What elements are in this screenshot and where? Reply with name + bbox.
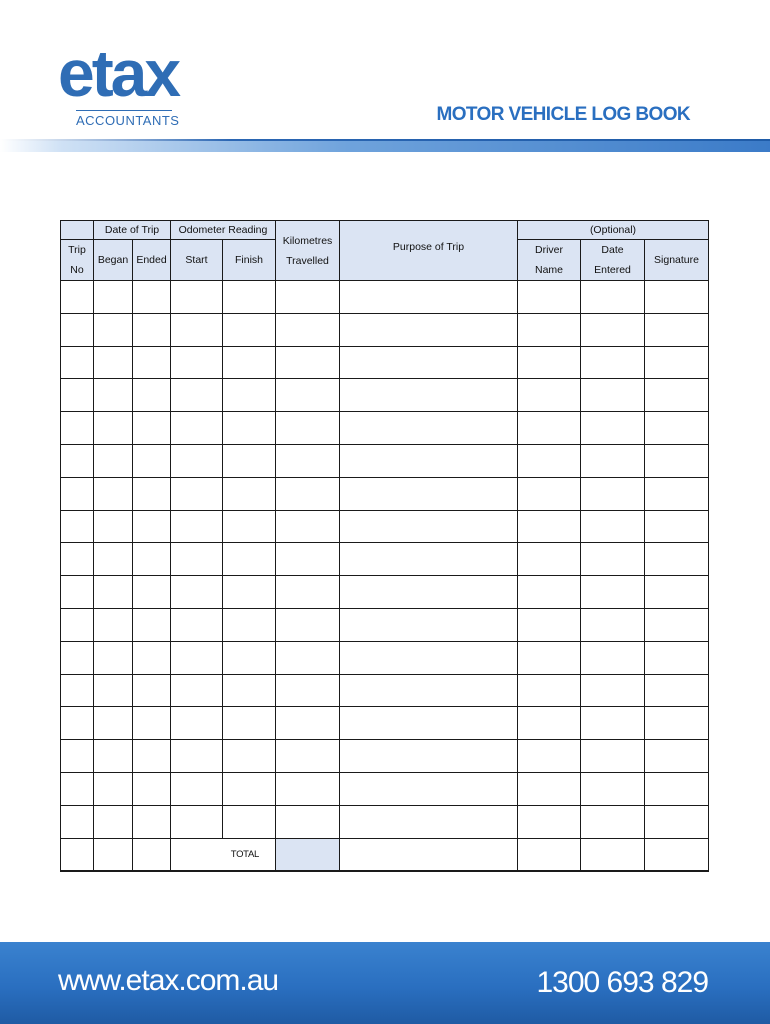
cell-kilometres[interactable] — [276, 379, 340, 412]
header-date-line1: Date — [601, 244, 624, 256]
cell-finish[interactable] — [223, 477, 276, 510]
footer-phone-number: 1300 693 829 — [536, 966, 708, 999]
header-ended: Ended — [133, 240, 171, 281]
header-trip-no — [61, 240, 94, 281]
cell-ended[interactable] — [133, 346, 171, 379]
table-row — [61, 707, 709, 740]
cell-trip-no[interactable] — [61, 346, 94, 379]
cell-date-entered[interactable] — [581, 772, 645, 805]
cell-ended[interactable] — [133, 772, 171, 805]
cell-driver[interactable] — [518, 444, 581, 477]
cell-date-entered[interactable] — [581, 379, 645, 412]
table-row — [61, 313, 709, 346]
cell-date-entered[interactable] — [581, 543, 645, 576]
cell-start[interactable] — [171, 346, 223, 379]
cell-ended[interactable] — [133, 412, 171, 445]
etax-logo — [58, 36, 180, 135]
cell-trip-no[interactable] — [61, 707, 94, 740]
table-row — [61, 346, 709, 379]
cell-date-entered[interactable] — [581, 641, 645, 674]
cell-trip-no[interactable] — [61, 477, 94, 510]
cell-signature[interactable] — [645, 346, 709, 379]
header-date-line2: Entered — [594, 264, 631, 276]
cell-date-entered[interactable] — [581, 740, 645, 773]
cell-driver[interactable] — [518, 576, 581, 609]
cell-finish[interactable] — [223, 740, 276, 773]
table-row — [61, 641, 709, 674]
cell-trip-no[interactable] — [61, 740, 94, 773]
cell-finish[interactable] — [223, 608, 276, 641]
cell-began[interactable] — [94, 477, 133, 510]
cell-start[interactable] — [171, 641, 223, 674]
cell-purpose[interactable] — [340, 379, 518, 412]
cell-start[interactable] — [171, 477, 223, 510]
cell-purpose[interactable] — [340, 674, 518, 707]
cell-signature[interactable] — [645, 805, 709, 838]
cell-start[interactable] — [171, 444, 223, 477]
cell-date-entered[interactable] — [581, 444, 645, 477]
cell-kilometres[interactable] — [276, 543, 340, 576]
cell-purpose[interactable] — [340, 477, 518, 510]
cell-driver[interactable] — [518, 740, 581, 773]
cell-ended[interactable] — [133, 838, 171, 871]
cell-began[interactable] — [94, 444, 133, 477]
cell-signature[interactable] — [645, 477, 709, 510]
cell-purpose[interactable] — [340, 543, 518, 576]
cell-began[interactable] — [94, 838, 133, 871]
cell-date-entered[interactable] — [581, 838, 645, 871]
cell-trip-no[interactable] — [61, 444, 94, 477]
total-row — [61, 838, 709, 871]
cell-ended[interactable] — [133, 576, 171, 609]
cell-purpose[interactable] — [340, 346, 518, 379]
cell-date-entered[interactable] — [581, 313, 645, 346]
cell-finish[interactable] — [223, 444, 276, 477]
header-driver-line2: Name — [534, 264, 563, 276]
header-trip-line2: No — [70, 264, 84, 276]
cell-trip-no[interactable] — [61, 379, 94, 412]
cell-trip-no[interactable] — [61, 576, 94, 609]
header-optional: (Optional) — [518, 221, 709, 240]
cell-finish[interactable] — [223, 346, 276, 379]
cell-signature[interactable] — [645, 379, 709, 412]
cell-date-entered[interactable] — [581, 510, 645, 543]
cell-kilometres[interactable] — [276, 281, 340, 314]
header-date-entered — [581, 240, 645, 281]
cell-kilometres[interactable] — [276, 576, 340, 609]
cell-ended[interactable] — [133, 805, 171, 838]
cell-signature[interactable] — [645, 772, 709, 805]
cell-start[interactable] — [171, 772, 223, 805]
cell-kilometres[interactable] — [276, 510, 340, 543]
cell-start[interactable] — [171, 412, 223, 445]
cell-driver[interactable] — [518, 543, 581, 576]
cell-purpose[interactable] — [340, 641, 518, 674]
cell-driver[interactable] — [518, 674, 581, 707]
cell-began[interactable] — [94, 313, 133, 346]
cell-purpose[interactable] — [340, 313, 518, 346]
cell-trip-no[interactable] — [61, 838, 94, 871]
header-km-line2: Travelled — [286, 254, 329, 267]
footer-website-link[interactable]: www.etax.com.au — [58, 964, 279, 997]
page-title: MOTOR VEHICLE LOG BOOK — [436, 104, 690, 125]
cell-signature[interactable] — [645, 444, 709, 477]
cell-purpose[interactable] — [340, 838, 518, 871]
cell-purpose[interactable] — [340, 412, 518, 445]
header-driver-name — [518, 240, 581, 281]
cell-finish[interactable] — [223, 379, 276, 412]
cell-signature[interactable] — [645, 510, 709, 543]
cell-purpose[interactable] — [340, 444, 518, 477]
cell-purpose[interactable] — [340, 281, 518, 314]
cell-signature[interactable] — [645, 608, 709, 641]
cell-signature[interactable] — [645, 674, 709, 707]
cell-signature[interactable] — [645, 740, 709, 773]
cell-ended[interactable] — [133, 281, 171, 314]
cell-ended[interactable] — [133, 543, 171, 576]
cell-ended[interactable] — [133, 641, 171, 674]
footer-banner — [0, 942, 770, 1024]
logo-subtitle: ACCOUNTANTS — [76, 113, 180, 128]
header-kilometres-travelled — [276, 221, 340, 281]
cell-start[interactable] — [171, 281, 223, 314]
cell-date-entered[interactable] — [581, 805, 645, 838]
cell-finish[interactable] — [223, 805, 276, 838]
header-trip-line1: Trip — [68, 244, 86, 256]
cell-signature[interactable] — [645, 838, 709, 871]
cell-began[interactable] — [94, 740, 133, 773]
cell-ended[interactable] — [133, 707, 171, 740]
cell-finish[interactable] — [223, 674, 276, 707]
cell-date-entered[interactable] — [581, 346, 645, 379]
cell-kilometres[interactable] — [276, 772, 340, 805]
cell-trip-no[interactable] — [61, 543, 94, 576]
cell-ended[interactable] — [133, 477, 171, 510]
cell-driver[interactable] — [518, 805, 581, 838]
header-signature: Signature — [645, 240, 709, 281]
cell-trip-no[interactable] — [61, 608, 94, 641]
cell-kilometres[interactable] — [276, 608, 340, 641]
table-row — [61, 543, 709, 576]
table-row — [61, 772, 709, 805]
cell-trip-no[interactable] — [61, 674, 94, 707]
log-book-table — [60, 220, 709, 872]
cell-date-entered[interactable] — [581, 608, 645, 641]
cell-began[interactable] — [94, 281, 133, 314]
cell-finish[interactable] — [223, 707, 276, 740]
cell-finish[interactable] — [223, 641, 276, 674]
cell-driver[interactable] — [518, 477, 581, 510]
cell-start[interactable] — [171, 707, 223, 740]
table-row — [61, 444, 709, 477]
cell-finish[interactable] — [223, 543, 276, 576]
cell-ended[interactable] — [133, 379, 171, 412]
cell-purpose[interactable] — [340, 772, 518, 805]
cell-ended[interactable] — [133, 313, 171, 346]
cell-driver[interactable] — [518, 313, 581, 346]
cell-began[interactable] — [94, 608, 133, 641]
cell-date-entered[interactable] — [581, 412, 645, 445]
cell-driver[interactable] — [518, 346, 581, 379]
cell-trip-no[interactable] — [61, 281, 94, 314]
table-row — [61, 281, 709, 314]
cell-trip-no[interactable] — [61, 641, 94, 674]
cell-finish[interactable] — [223, 313, 276, 346]
cell-signature[interactable] — [645, 641, 709, 674]
cell-trip-no[interactable] — [61, 313, 94, 346]
table-row — [61, 510, 709, 543]
cell-signature[interactable] — [645, 281, 709, 314]
cell-finish[interactable] — [223, 576, 276, 609]
cell-start[interactable] — [171, 740, 223, 773]
cell-trip-no[interactable] — [61, 510, 94, 543]
total-kilometres-cell[interactable] — [276, 838, 340, 871]
table-row — [61, 477, 709, 510]
cell-date-entered[interactable] — [581, 576, 645, 609]
cell-driver[interactable] — [518, 838, 581, 871]
cell-driver[interactable] — [518, 772, 581, 805]
cell-kilometres[interactable] — [276, 444, 340, 477]
cell-began[interactable] — [94, 576, 133, 609]
header-purpose-of-trip: Purpose of Trip — [340, 221, 518, 281]
cell-signature[interactable] — [645, 707, 709, 740]
cell-trip-no[interactable] — [61, 805, 94, 838]
cell-purpose[interactable] — [340, 707, 518, 740]
header-rule — [0, 141, 770, 152]
cell-start[interactable] — [171, 510, 223, 543]
cell-date-entered[interactable] — [581, 477, 645, 510]
cell-signature[interactable] — [645, 576, 709, 609]
cell-began[interactable] — [94, 346, 133, 379]
cell-kilometres[interactable] — [276, 674, 340, 707]
cell-began[interactable] — [94, 543, 133, 576]
cell-signature[interactable] — [645, 313, 709, 346]
cell-began[interactable] — [94, 805, 133, 838]
cell-kilometres[interactable] — [276, 805, 340, 838]
cell-date-entered[interactable] — [581, 674, 645, 707]
cell-kilometres[interactable] — [276, 740, 340, 773]
cell-trip-no[interactable] — [61, 412, 94, 445]
table-row — [61, 576, 709, 609]
cell-kilometres[interactable] — [276, 641, 340, 674]
logo-divider — [76, 110, 172, 111]
cell-driver[interactable] — [518, 641, 581, 674]
cell-kilometres[interactable] — [276, 707, 340, 740]
cell-finish[interactable] — [223, 510, 276, 543]
cell-finish[interactable] — [223, 772, 276, 805]
cell-driver[interactable] — [518, 281, 581, 314]
cell-start[interactable] — [171, 674, 223, 707]
cell-ended[interactable] — [133, 444, 171, 477]
cell-start[interactable] — [171, 313, 223, 346]
cell-start[interactable] — [171, 576, 223, 609]
cell-start[interactable] — [171, 543, 223, 576]
cell-kilometres[interactable] — [276, 313, 340, 346]
cell-signature[interactable] — [645, 412, 709, 445]
cell-driver[interactable] — [518, 707, 581, 740]
cell-kilometres[interactable] — [276, 412, 340, 445]
cell-finish[interactable] — [223, 412, 276, 445]
cell-date-entered[interactable] — [581, 281, 645, 314]
table-row — [61, 608, 709, 641]
cell-start[interactable] — [171, 379, 223, 412]
header-odometer-reading: Odometer Reading — [171, 221, 276, 240]
cell-trip-no[interactable] — [61, 772, 94, 805]
cell-ended[interactable] — [133, 510, 171, 543]
cell-ended[interactable] — [133, 608, 171, 641]
cell-purpose[interactable] — [340, 576, 518, 609]
cell-start[interactable] — [171, 608, 223, 641]
cell-kilometres[interactable] — [276, 477, 340, 510]
cell-driver[interactable] — [518, 379, 581, 412]
header-blank-cell — [61, 221, 94, 240]
cell-began[interactable] — [94, 412, 133, 445]
cell-began[interactable] — [94, 641, 133, 674]
header-driver-line1: Driver — [535, 244, 563, 256]
total-label: TOTAL — [171, 838, 276, 871]
cell-began[interactable] — [94, 379, 133, 412]
header-km-line1: Kilometres — [282, 234, 333, 247]
header-date-of-trip: Date of Trip — [94, 221, 171, 240]
header-finish: Finish — [223, 240, 276, 281]
table-row — [61, 740, 709, 773]
header-start: Start — [171, 240, 223, 281]
cell-driver[interactable] — [518, 608, 581, 641]
cell-driver[interactable] — [518, 510, 581, 543]
cell-began[interactable] — [94, 674, 133, 707]
cell-purpose[interactable] — [340, 805, 518, 838]
cell-purpose[interactable] — [340, 608, 518, 641]
cell-finish[interactable] — [223, 281, 276, 314]
table-row — [61, 379, 709, 412]
cell-purpose[interactable] — [340, 740, 518, 773]
header-began: Began — [94, 240, 133, 281]
cell-kilometres[interactable] — [276, 346, 340, 379]
cell-ended[interactable] — [133, 740, 171, 773]
cell-began[interactable] — [94, 772, 133, 805]
cell-start[interactable] — [171, 805, 223, 838]
logo-wordmark: etax — [58, 36, 179, 110]
cell-ended[interactable] — [133, 674, 171, 707]
cell-began[interactable] — [94, 707, 133, 740]
cell-began[interactable] — [94, 510, 133, 543]
cell-purpose[interactable] — [340, 510, 518, 543]
table-row — [61, 674, 709, 707]
cell-driver[interactable] — [518, 412, 581, 445]
cell-date-entered[interactable] — [581, 707, 645, 740]
cell-signature[interactable] — [645, 543, 709, 576]
table-row — [61, 412, 709, 445]
table-row — [61, 805, 709, 838]
